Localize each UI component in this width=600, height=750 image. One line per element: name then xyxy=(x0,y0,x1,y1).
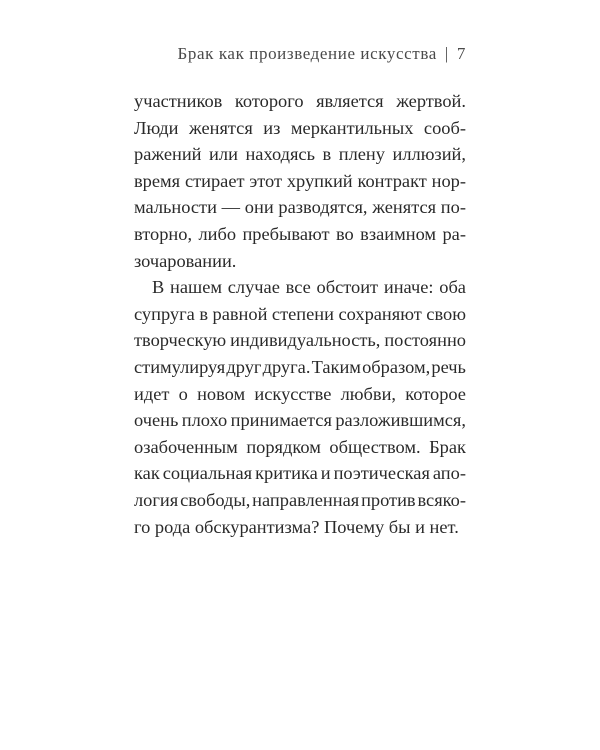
text-line: очень плохо принимается разложившимся, xyxy=(134,410,466,431)
body-text xyxy=(134,88,466,540)
text-line: озабоченным порядком обществом. Брак xyxy=(134,436,466,457)
page-number: 7 xyxy=(456,44,466,63)
text-line: идет о новом искусстве любви, которое xyxy=(134,383,466,404)
paragraph-2 xyxy=(134,274,466,540)
text-line: зочаровании. xyxy=(134,250,237,271)
running-head xyxy=(178,44,466,64)
text-line: ражений или находясь в плену иллюзий, xyxy=(134,144,466,165)
paragraph-1 xyxy=(134,88,466,274)
text-line: участников которого является жертвой. xyxy=(134,91,466,111)
text-line: Люди женятся из меркантильных сооб- xyxy=(134,117,466,138)
running-head-title: Брак как произведение искусства xyxy=(177,44,437,63)
text-line: творческую индивидуальность, постоянно xyxy=(134,330,466,351)
text-line: как социальная критика и поэтическая апо- xyxy=(134,463,466,484)
text-line: В нашем случае все обстоит иначе: оба xyxy=(152,277,466,298)
text-line: логия свободы, направленная против всяко- xyxy=(134,489,466,510)
text-line: супруга в равной степени сохраняют свою xyxy=(134,303,466,324)
text-line: вторно, либо пребывают во взаимном ра- xyxy=(134,223,466,244)
text-line: мальности — они разводятся, женятся по- xyxy=(134,197,466,218)
text-line: го рода обскурантизма? Почему бы и нет. xyxy=(134,516,459,537)
running-head-separator: | xyxy=(444,44,449,63)
text-line: время стирает этот хрупкий контракт нор- xyxy=(134,170,466,191)
text-line: стимулируя друг друга. Таким образом, речь xyxy=(134,356,466,377)
